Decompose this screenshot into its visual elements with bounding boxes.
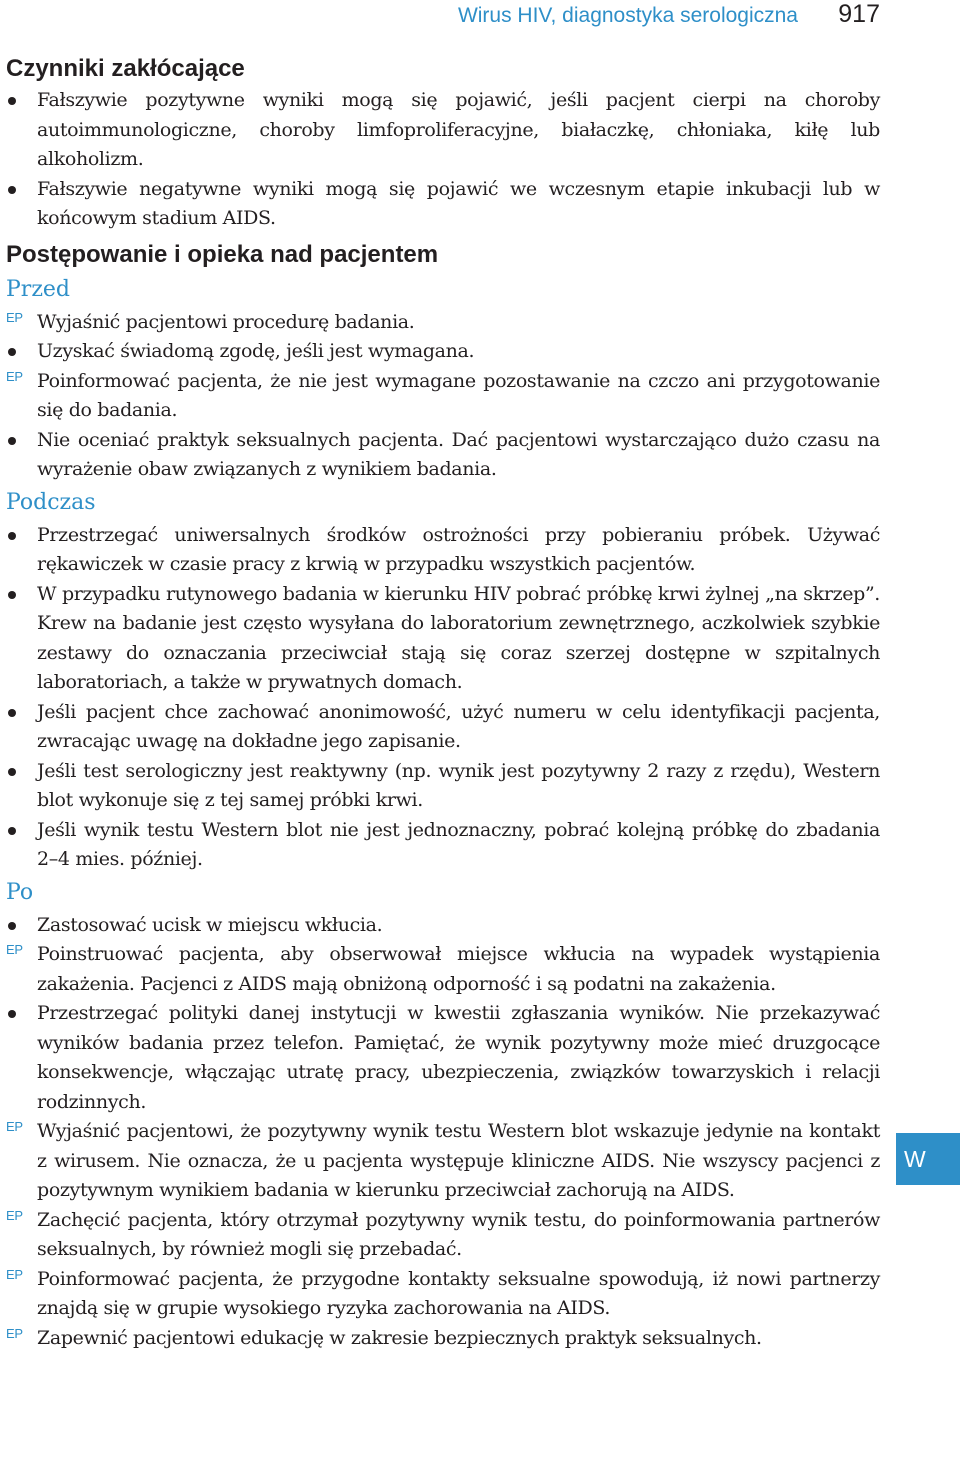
page-number: 917: [838, 0, 880, 28]
list-item: Jeśli pacjent chce zachować anonimowość, użyć numeru w celu identyfikacji pacjenta, zwracając uwagę na dokładne jego zapisanie.: [37, 700, 880, 752]
list-item: Jeśli test serologiczny jest reaktywny (np. wynik jest pozytywny 2 razy z rzędu), Western blot wykonuje się z tej samej próbki krwi.: [37, 759, 880, 811]
list-podczas: [6, 521, 880, 875]
subsection-heading-przed: Przed: [6, 276, 71, 302]
list-item: Jeśli wynik testu Western blot nie jest jednoznaczny, pobrać kolejną próbkę do zbadania 2–4 mies. później.: [37, 818, 880, 870]
ep-marker: EP: [6, 942, 23, 957]
subsection-heading-podczas: Podczas: [6, 489, 96, 515]
list-item: EP Wyjaśnić pacjentowi, że pozytywny wynik testu Western blot wskazuje jedynie na kontakt z wirusem. Nie oznacza, że u pacjenta występuje kliniczne AIDS. Nie wszyscy pacjenci z pozytywnym wynikiem badania w kierunku przeciwciał zachorują na AIDS.: [6, 1119, 880, 1201]
list-item: W przypadku rutynowego badania w kierunku HIV pobrać próbkę krwi żylnej „na skrzep”. Krew na badanie jest często wysyłana do laboratorium zewnętrznego, aczkolwiek szybkie zestawy do oznaczania przeciwciał stają się coraz szerzej dostępne w szpitalnych laboratoriach, a także w prywatnych domach.: [37, 582, 880, 693]
list-item: EP Zachęcić pacjenta, który otrzymał pozytywny wynik testu, do poinformowania partnerów seksualnych, by również mogli się przebadać.: [6, 1207, 880, 1260]
list-przed: [6, 308, 880, 485]
ep-marker: EP: [6, 1325, 23, 1341]
side-index-tab: W: [896, 1133, 960, 1185]
running-header-title: Wirus HIV, diagnostyka serologiczna: [457, 4, 798, 27]
list-item: Uzyskać świadomą zgodę, jeśli jest wymagana.: [37, 340, 475, 362]
list-item: EP Zapewnić pacjentowi edukację w zakresie bezpiecznych praktyk seksualnych.: [6, 1325, 762, 1349]
list-czynniki: [6, 86, 880, 234]
list-item: EP Poinformować pacjenta, że nie jest wymagane pozostawanie na czczo ani przygotowanie się do badania.: [6, 368, 880, 421]
list-item: Przestrzegać polityki danej instytucji w kwestii zgłaszania wyników. Nie przekazywać wyników badania przez telefon. Pamiętać, że wynik pozytywny może mieć druzgocące konsekwencje, włączając utratę pracy, ubezpieczenia, związków towarzyskich i relacji rodzinnych.: [37, 1002, 880, 1113]
list-item: Fałszywie negatywne wyniki mogą się pojawić we wczesnym etapie inkubacji lub w końcowym stadium AIDS.: [37, 177, 880, 229]
ep-marker: EP: [6, 368, 23, 384]
list-item: Fałszywie pozytywne wyniki mogą się pojawić, jeśli pacjent cierpi na choroby autoimmunologiczne, choroby limfoproliferacyjne, białaczkę, chłoniaka, kiłę lub alkoholizm.: [37, 89, 880, 170]
section-heading-postepowanie: Postępowanie i opieka nad pacjentem: [6, 240, 439, 268]
ep-marker: EP: [6, 1266, 23, 1282]
list-item: EP Poinformować pacjenta, że przygodne kontakty seksualne spowodują, iż nowi partnerzy znajdą się w grupie wysokiego ryzyka zachorowania na AIDS.: [6, 1266, 880, 1319]
list-po: [6, 911, 880, 1354]
ep-marker: EP: [6, 309, 23, 325]
ep-marker: EP: [6, 1207, 23, 1223]
list-item: Zastosować ucisk w miejscu wkłucia.: [37, 913, 383, 936]
list-item: Przestrzegać uniwersalnych środków ostrożności przy pobieraniu próbek. Używać rękawiczek w czasie pracy z krwią w przypadku wszystkich pacjentów.: [37, 523, 880, 575]
subsection-heading-po: Po: [6, 879, 34, 905]
list-item: EP Wyjaśnić pacjentowi procedurę badania.: [6, 309, 415, 333]
list-item: EP Poinstruować pacjenta, aby obserwował miejsce wkłucia na wypadek wystąpienia zakażenia. Pacjenci z AIDS mają obniżoną odporność i są podatni na zakażenia.: [6, 942, 880, 995]
page-content: [6, 52, 880, 1353]
section-heading-czynniki: Czynniki zakłócające: [6, 55, 245, 82]
list-item: Nie oceniać praktyk seksualnych pacjenta. Dać pacjentowi wystarczająco dużo czasu na wyrażenie obaw związanych z wynikiem badania.: [37, 428, 880, 480]
ep-marker: EP: [6, 1119, 23, 1134]
